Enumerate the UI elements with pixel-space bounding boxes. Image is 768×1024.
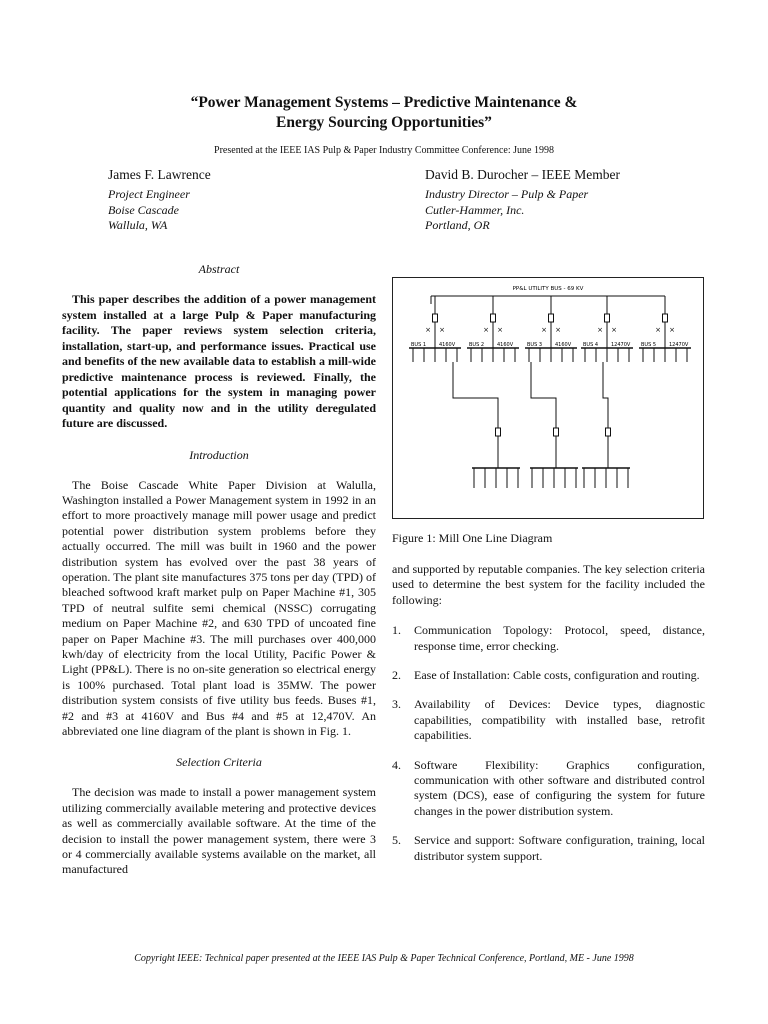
criteria-item: 5. Service and support: Software configuration, training, local distributor system support. xyxy=(392,833,705,863)
author-2-affiliation xyxy=(425,187,588,234)
bus-name-label: BUS 5 xyxy=(641,342,657,348)
bus-voltage-label: 4160V xyxy=(555,342,572,348)
criteria-item: 1. Communication Topology: Protocol, speed, distance, response time, error checking. xyxy=(392,623,705,653)
connector-line xyxy=(453,362,498,428)
right-column xyxy=(392,562,705,878)
abstract-text: This paper describes the addition of a power management system installed at a large Pulp & Paper manufacturing facility. The paper reviews system selection criteria, installation, start-up, and performance issues. Practical use and benefits of the new available data to establish a mill-wide predictive maintenance process is reviewed. Finally, the potential applications for the system in managing power quantity and quality now and in the utility deregulated future are discussed. xyxy=(62,292,376,430)
author-1-affiliation xyxy=(108,187,190,234)
breaker-symbol: × xyxy=(541,326,547,334)
utility-bus-label: PP&L UTILITY BUS - 69 KV xyxy=(512,286,584,292)
connector-line xyxy=(603,362,608,428)
fuse-symbol xyxy=(605,314,610,322)
bus-name-label: BUS 1 xyxy=(411,342,427,348)
one-line-diagram xyxy=(392,277,704,519)
bus-name-label: BUS 4 xyxy=(583,342,599,348)
one-line-diagram-svg xyxy=(393,278,703,518)
fuse-symbol xyxy=(496,428,501,436)
criteria-list xyxy=(392,623,705,864)
breaker-symbol: × xyxy=(497,326,503,334)
breaker-symbol: × xyxy=(597,326,603,334)
title-line-1: “Power Management Systems – Predictive Maintenance & xyxy=(190,94,578,111)
author-1-location: Wallula, WA xyxy=(108,218,168,232)
bus-name-label: BUS 2 xyxy=(469,342,485,348)
breaker-symbol: × xyxy=(655,326,661,334)
author-1-role: Project Engineer xyxy=(108,187,190,201)
presented-at: Presented at the IEEE IAS Pulp & Paper Industry Committee Conference: June 1998 xyxy=(214,145,554,156)
bus-voltage-label: 4160V xyxy=(497,342,514,348)
breaker-symbol: × xyxy=(611,326,617,334)
bus-voltage-label: 12470V xyxy=(611,342,631,348)
continuation-text: and supported by reputable companies. The key selection criteria used to determine the best system for the facility included the following: xyxy=(392,562,705,607)
breaker-symbol: × xyxy=(555,326,561,334)
selection-text: The decision was made to install a power management system utilizing commercially available metering and protective devices as well as commercially available software. At the time of the decision to install the power management system, there were 3 or 4 commercially available systems available on the market, all manufactured xyxy=(62,785,376,877)
bus-voltage-label: 4160V xyxy=(439,342,456,348)
breaker-symbol: × xyxy=(669,326,675,334)
introduction-heading: Introduction xyxy=(189,447,249,462)
fuse-symbol xyxy=(433,314,438,322)
title-line-2: Energy Sourcing Opportunities” xyxy=(276,114,492,131)
bus-name-label: BUS 3 xyxy=(527,342,543,348)
fuse-symbol xyxy=(663,314,668,322)
author-1-name: James F. Lawrence xyxy=(108,167,211,182)
author-2-name: David B. Durocher – IEEE Member xyxy=(425,167,620,182)
selection-heading: Selection Criteria xyxy=(176,755,262,770)
abstract-heading: Abstract xyxy=(198,262,240,276)
fuse-symbol xyxy=(549,314,554,322)
bus-voltage-label: 12470V xyxy=(669,342,689,348)
breaker-symbol: × xyxy=(483,326,489,334)
criteria-item: 2. Ease of Installation: Cable costs, configuration and routing. xyxy=(392,668,700,683)
criteria-item: 4. Software Flexibility: Graphics configuration, communication with other software and distributed control system (DCS), ease of configuring the system for future changes in the power distribution system. xyxy=(392,757,705,818)
paper-title xyxy=(0,93,768,133)
fuse-symbol xyxy=(554,428,559,436)
copyright-footer: Copyright IEEE: Technical paper presented at the IEEE IAS Pulp & Paper Technical Conference, Portland, ME - June 1998 xyxy=(134,953,634,964)
breaker-symbol: × xyxy=(425,326,431,334)
author-2-org: Cutler-Hammer, Inc. xyxy=(425,202,525,217)
author-1-org: Boise Cascade xyxy=(108,202,179,217)
connector-line xyxy=(531,362,556,428)
introduction-text: The Boise Cascade White Paper Division at Walulla, Washington installed a Power Management system in 1992 in an effort to more proactively manage mill power usage and predict potential power distribution system problems before they actually occurred. The mill was built in 1960 and the power distribution system has evolved over the past 38 years of operation. The plant site manufactures 375 tons per day (TPD) of bleached softwood kraft market pulp on Paper Machine #1, 305 TPD of neutral sulfite semi chemical (NSSC) corrugating medium on Paper Machine #2, and 630 TPD of uncoated fine paper on Paper Machine #3. The mill purchases over 400,000 kwh/day of electricity from the local Utility, Pacific Power & Light (PP&L). There is no on-site generation so electrical energy is 100% purchased. Total plant load is 35MW. The power distribution system consists of five utility bus feeds. Buses #1, #2 and #3 at 4160V and Bus #4 and #5 at 12,470V. An abbreviated one line diagram of the plant is shown in Fig. 1. xyxy=(62,477,376,738)
author-2-role: Industry Director – Pulp & Paper xyxy=(425,187,589,201)
figure-caption: Figure 1: Mill One Line Diagram xyxy=(392,531,553,545)
fuse-symbol xyxy=(606,428,611,436)
criteria-item: 3. Availability of Devices: Device types, diagnostic capabilities, compatibility with installed base, retrofit capabilities. xyxy=(392,697,705,743)
left-column xyxy=(62,262,376,878)
breaker-symbol: × xyxy=(439,326,445,334)
fuse-symbol xyxy=(491,314,496,322)
author-2-location: Portland, OR xyxy=(425,218,490,232)
